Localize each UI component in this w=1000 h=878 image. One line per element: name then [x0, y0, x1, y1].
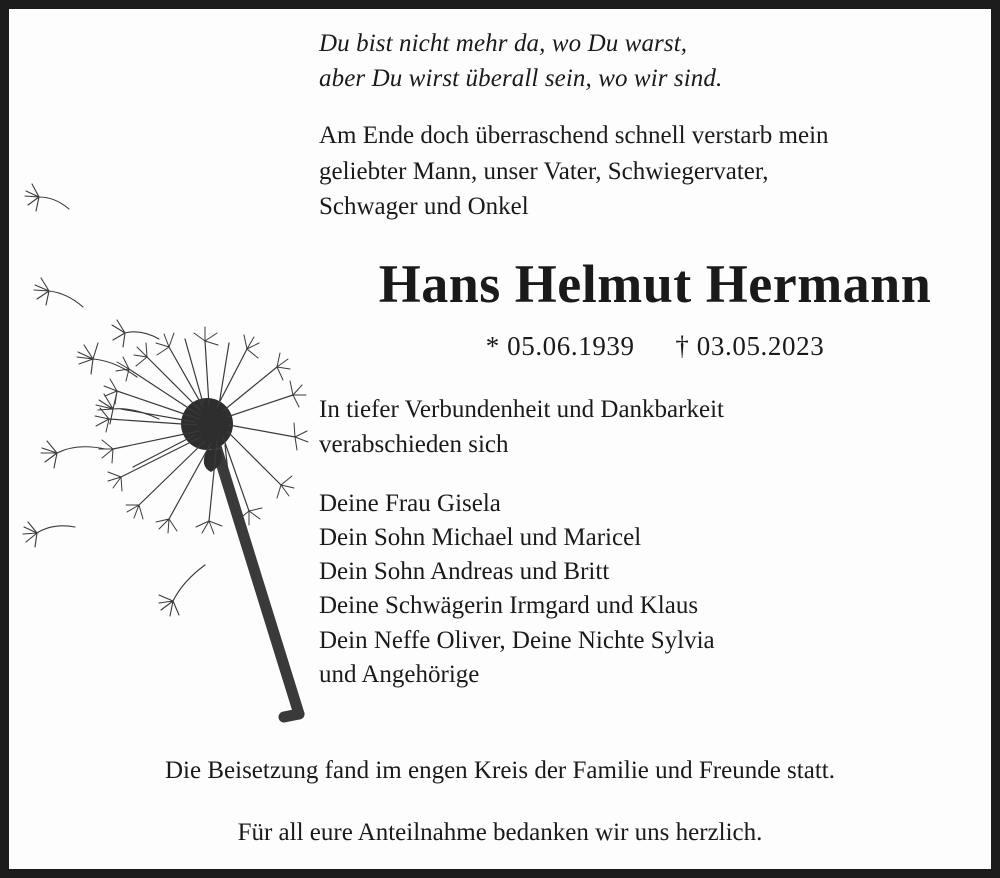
family-member-5: Dein Neffe Oliver, Deine Nichte Sylvia	[319, 626, 715, 654]
gratitude-line-1: In tiefer Verbundenheit und Dankbarkeit	[319, 395, 724, 423]
gratitude-block	[319, 392, 991, 463]
family-member-2: Dein Sohn Michael und Maricel	[319, 523, 642, 551]
family-member-4: Deine Schwägerin Irmgard und Klaus	[319, 592, 699, 620]
thanks-note: Für all eure Anteilnahme bedanken wir uns herzlich.	[237, 819, 763, 846]
family-member-3: Dein Sohn Andreas und Britt	[319, 558, 610, 585]
verse-line-2: aber Du wirst überall sein, wo wir sind.	[319, 64, 723, 92]
dandelion-illustration	[9, 119, 309, 739]
notice-inner	[9, 9, 991, 869]
family-member-1: Deine Frau Gisela	[319, 489, 501, 517]
notice-footer	[9, 757, 991, 847]
birth-date: * 05.06.1939	[485, 330, 635, 361]
intro-block	[319, 118, 991, 225]
notice-content	[319, 27, 991, 692]
death-date: † 03.05.2023	[675, 330, 825, 361]
family-list	[319, 487, 991, 693]
intro-line-1: Am Ende doch überraschend schnell verstarb mein	[319, 122, 829, 149]
life-dates	[319, 331, 991, 362]
deceased-name: Hans Helmut Hermann	[378, 253, 932, 314]
burial-note: Die Beisetzung fand im engen Kreis der Familie und Freunde statt.	[165, 757, 835, 784]
gratitude-line-2: verabschieden sich	[319, 431, 509, 458]
intro-line-3: Schwager und Onkel	[319, 193, 529, 220]
verse-block	[319, 27, 991, 96]
verse-line-1: Du bist nicht mehr da, wo Du warst,	[319, 30, 688, 57]
intro-line-2: geliebter Mann, unser Vater, Schwiegervater,	[319, 157, 769, 185]
family-member-6: und Angehörige	[319, 660, 480, 688]
